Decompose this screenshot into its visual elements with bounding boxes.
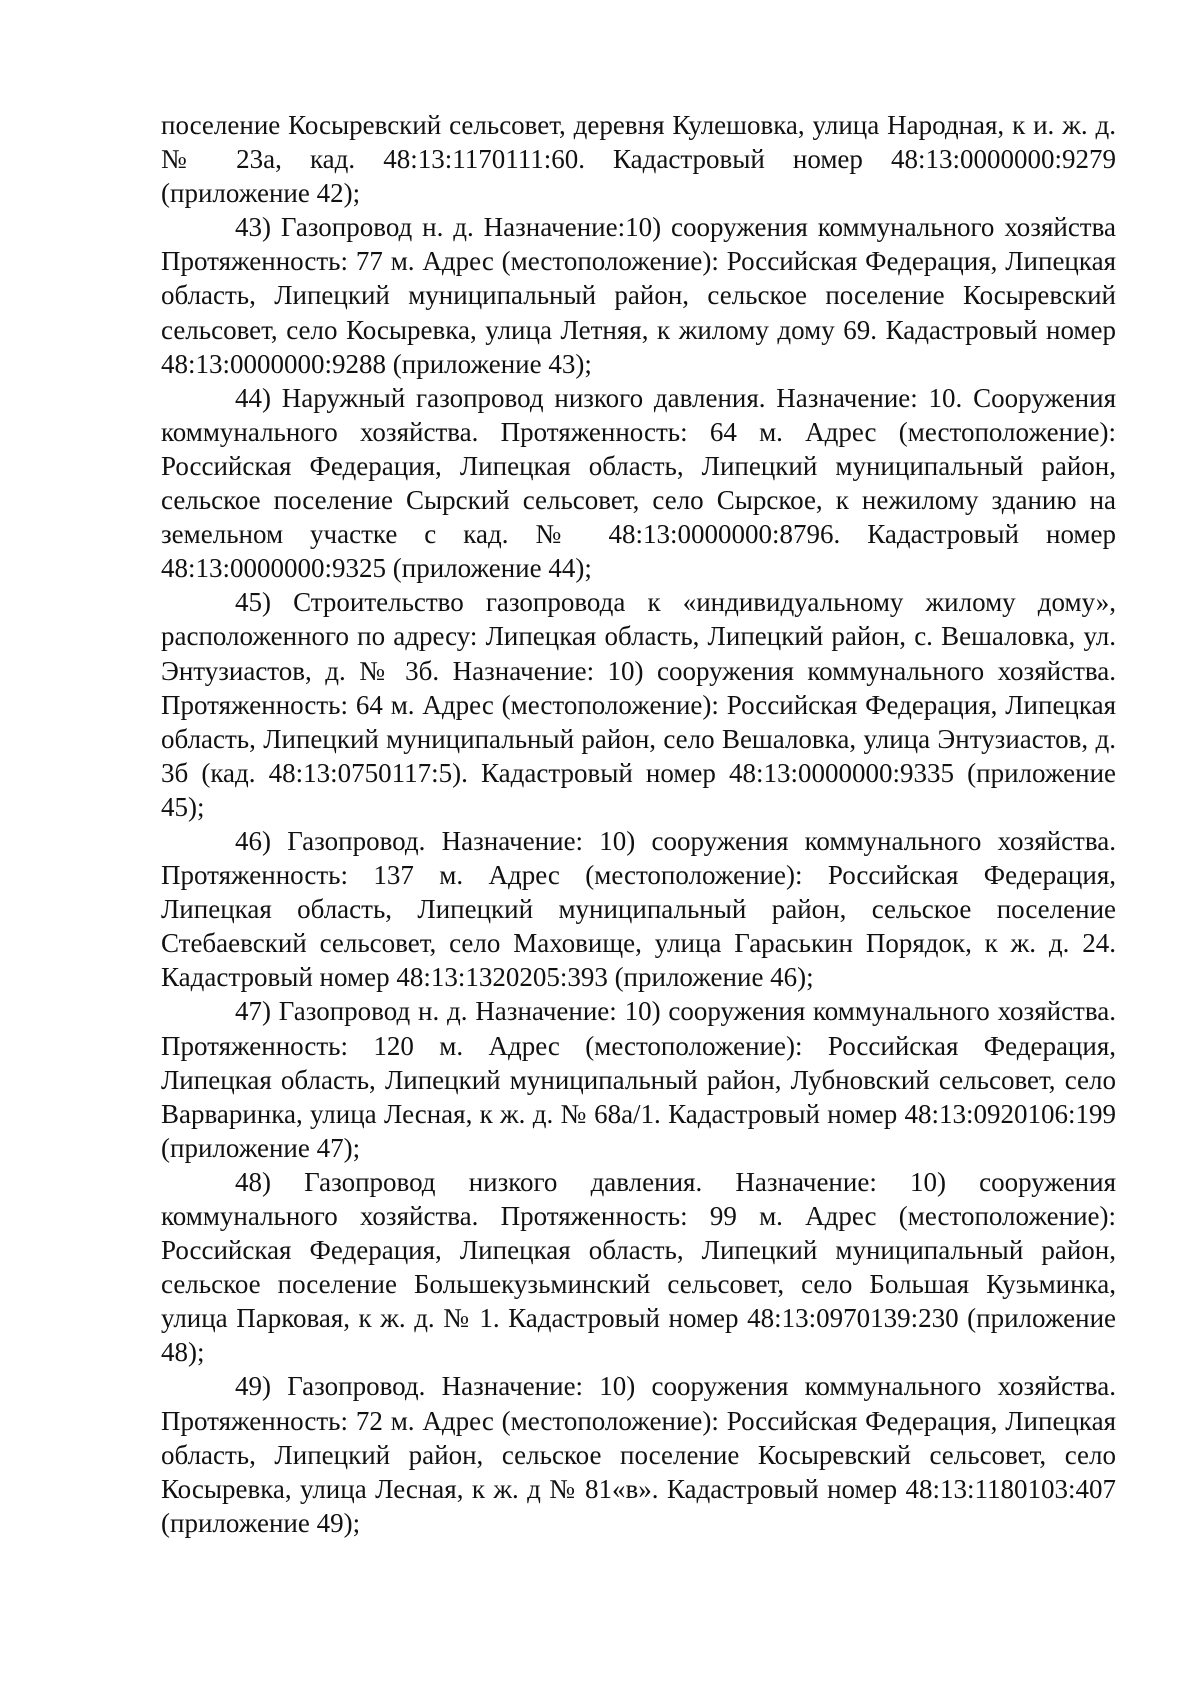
continuation-paragraph: поселение Косыревский сельсовет, деревня Кулешовка, улица Народная, к и. ж. д. № 23а, кад. 48:13:1170111:60. Кадастровый номер 48:13:0000000:9279 (приложение 42); [161,110,1116,209]
list-item-45: 45) Строительство газопровода к «индивидуальному жилому дому», расположенного по адресу: Липецкая область, Липецкий район, с. Вешаловка, ул. Энтузиастов, д. № 3б. Назначение: 10) сооружения коммунального хозяйства. Протяженность: 64 м. Адрес (местоположение): Российская Федерация, Липецкая область, Липецкий муниципальный район, село Вешаловка, улица Энтузиастов, д. 3б (кад. 48:13:0750117:5). Кадастровый номер 48:13:0000000:9335 (приложение 45); [161,587,1116,822]
document-body [161,108,1116,1540]
list-item-44: 44) Наружный газопровод низкого давления. Назначение: 10. Сооружения коммунального хозяйства. Протяженность: 64 м. Адрес (местоположение): Российская Федерация, Липецкая область, Липецкий муниципальный район, сельское поселение Сырский сельсовет, село Сырское, к нежилому зданию на земельном участке с кад. № 48:13:0000000:8796. Кадастровый номер 48:13:0000000:9325 (приложение 44); [161,382,1116,584]
list-item-43: 43) Газопровод н. д. Назначение:10) сооружения коммунального хозяйства Протяженность: 77 м. Адрес (местоположение): Российская Федерация, Липецкая область, Липецкий муниципальный район, сельское поселение Косыревский сельсовет, село Косыревка, улица Летняя, к жилому дому 69. Кадастровый номер 48:13:0000000:9288 (приложение 43); [161,212,1116,379]
list-item-48: 48) Газопровод низкого давления. Назначение: 10) сооружения коммунального хозяйства. Протяженность: 99 м. Адрес (местоположение): Российская Федерация, Липецкая область, Липецкий муниципальный район, сельское поселение Большекузьминский сельсовет, село Большая Кузьминка, улица Парковая, к ж. д. № 1. Кадастровый номер 48:13:0970139:230 (приложение 48); [161,1166,1116,1368]
list-item-49: 49) Газопровод. Назначение: 10) сооружения коммунального хозяйства. Протяженность: 72 м. Адрес (местоположение): Российская Федерация, Липецкая область, Липецкий район, сельское поселение Косыревский сельсовет, село Косыревка, улица Лесная, к ж. д № 81«в». Кадастровый номер 48:13:1180103:407 (приложение 49); [161,1371,1116,1538]
list-item-47: 47) Газопровод н. д. Назначение: 10) сооружения коммунального хозяйства. Протяженность: 120 м. Адрес (местоположение): Российская Федерация, Липецкая область, Липецкий муниципальный район, Лубновский сельсовет, село Варваринка, улица Лесная, к ж. д. № 68а/1. Кадастровый номер 48:13:0920106:199 (приложение 47); [161,996,1116,1163]
list-item-46: 46) Газопровод. Назначение: 10) сооружения коммунального хозяйства. Протяженность: 137 м. Адрес (местоположение): Российская Федерация, Липецкая область, Липецкий муниципальный район, сельское поселение Стебаевский сельсовет, село Маховище, улица Гараськин Порядок, к ж. д. 24. Кадастровый номер 48:13:1320205:393 (приложение 46); [161,825,1116,993]
